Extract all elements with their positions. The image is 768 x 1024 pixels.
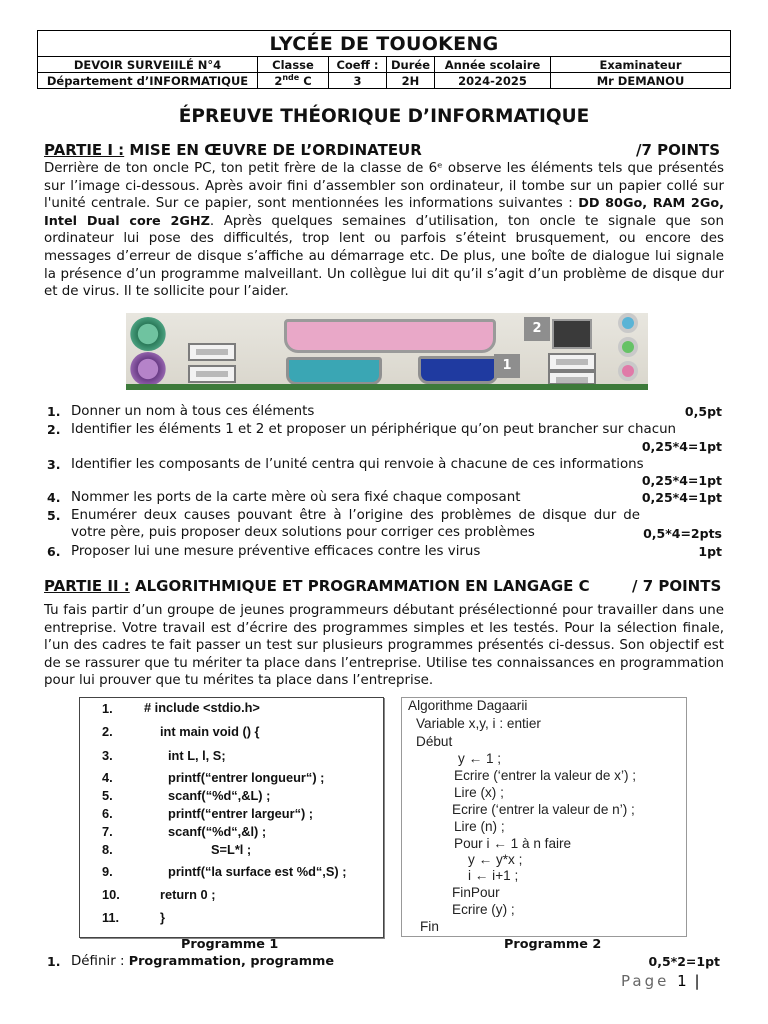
header-cell-coeff: Coeff : [329,57,387,73]
page-number: 1 [677,972,687,990]
audio-line-out-jack [618,337,638,357]
algo-line: Début [416,734,453,749]
code-line: int main void () { [160,724,260,739]
label-2-badge: 2 [524,317,550,341]
part1-text: Derrière de ton oncle PC, ton petit frère de la classe de 6ᵉ observe les éléments tels que présentés sur l’image ci-dessous. Après avoir fini d’assembler son ordinateur, il tombe sur un papier collé sur l'unité centrale. Sur ce papier, sont mentionnées les informations suivantes : DD 80Go, RAM 2Go, Intel Dual core 2GHZ. Après quelques semaines d’utilisation, ton oncle te signale que son ordinateur lui pose des difficultés, trop lent ou parfois s’éteint brusquement, ou encore des messages d’erreur de disque s’affiche au démarrage etc. De plus, une boîte de dialogue lui signale la présence d’un programme malveillant. Un collègue lui dit qu’il s’agit d’un problème de disque dur et de virus. Il te sollicite pour l’aider. [44,161,724,300]
part2-label: PARTIE II : [44,577,130,595]
line-number: 5. [102,788,113,803]
classe-value: 2nde C [258,73,329,89]
line-number: 1. [102,701,113,716]
algo-line: Variable x,y, i : entier [416,716,541,731]
part2-heading [44,577,724,595]
audio-line-in-jack [618,313,638,333]
question-item: 1. Définir : Programmation, programme 0,5*2=1pt [47,954,720,969]
motherboard-ports-image [126,313,648,390]
code-line: scanf(“%d“,&L) ; [168,788,271,803]
part1-heading [44,141,724,159]
duree-value: 2H [387,73,435,89]
algo-line: Ecrire (‘entrer la valeur de n’) ; [452,802,635,817]
part2-title: ALGORITHMIQUE ET PROGRAMMATION EN LANGAGE C [129,577,590,595]
line-number: 10. [102,887,120,902]
algo-line: Lire (x) ; [454,785,504,800]
header-cell-classe: Classe [258,57,329,73]
header-cell-duree: Durée [387,57,435,73]
code-line: return 0 ; [160,887,216,902]
code-line: S=L*l ; [211,842,252,857]
question-item: 5. Enumérer deux causes pouvant être à l’origine des problèmes de disque dur de votre père, puis proposer deux solutions pour corriger ces problèmes 0,5*4=2pts [47,508,722,541]
part2-points: / 7 POINTS [632,577,722,595]
algo-line: y ← y*x ; [468,852,523,867]
ps2-keyboard-port [130,352,166,386]
part1-label: PARTIE I : [44,141,125,159]
part1-questions [44,403,724,561]
serial-port [286,357,382,385]
header-cell-exam: DEVOIR SURVEIILÉ N°4 [38,57,258,73]
question-item: 4. Nommer les ports de la carte mère où sera fixé chaque composant 0,25*4=1pt [47,490,722,505]
usb-port [548,353,596,371]
line-number: 11. [102,910,120,925]
coeff-value: 3 [329,73,387,89]
code-line: scanf(“%d“,&l) ; [168,824,267,839]
vga-port [418,356,498,384]
algo-line: Ecrire (y) ; [452,902,515,917]
code-line: # include <stdio.h> [144,700,260,715]
algo-line: y ← 1 ; [458,751,502,766]
program1-caption: Programme 1 [181,937,279,952]
code-line: printf(“entrer longueur“) ; [168,770,325,785]
line-number: 4. [102,770,113,785]
line-number: 3. [102,748,113,763]
program2-caption: Programme 2 [504,937,602,952]
code-line: } [160,910,165,925]
page-footer: Page 1 | [621,972,700,990]
algo-line: Fin [420,919,439,934]
code-line: int L, l, S; [168,748,226,763]
ps2-mouse-port [130,317,166,351]
header-cell-examinateur: Examinateur [551,57,731,73]
part2-text: Tu fais partir d’un groupe de jeunes programmeurs débutant présélectionné pour travailler dans une entreprise. Votre travail est d’écrire des programmes simples et les testés. Pour la sélection finale, l’un des cadres te fait passer un test sur plusieurs programmes présentés ci-dessus. Son objectif est de se rassurer que tu mériter ta place dans l’entreprise. Utilise tes connaissances en programmation pour lui prouver que tu mérites ta place dans l’entreprise. [44,603,724,689]
annee-value: 2024-2025 [435,73,551,89]
usb-port [548,371,596,385]
question-item: 3. Identifier les composants de l’unité centra qui renvoie à chacune de ces informations 0,25*4=1pt [47,457,722,488]
line-number: 6. [102,806,113,821]
examinateur-value: Mr DEMANOU [551,73,731,89]
part2-questions [44,953,724,971]
usb-port [188,365,236,383]
usb-port [188,343,236,361]
question-item: 6. Proposer lui une mesure préventive efficaces contre les virus 1pt [47,544,722,559]
algo-line: i ← i+1 ; [468,868,519,883]
question-item: 1. Donner un nom à tous ces éléments 0,5pt [47,404,722,419]
parallel-port [284,319,496,353]
pc-specs: DD 80Go, RAM 2Go, Intel Dual core 2GHZ [44,196,724,229]
program2-box [401,697,687,937]
question-item: 2. Identifier les éléments 1 et 2 et proposer un périphérique qu’on peut brancher sur chacun 0,25*4=1pt [47,422,722,454]
code-line: printf(“la surface est %d“,S) ; [168,864,347,879]
line-number: 2. [102,724,113,739]
line-number: 8. [102,842,113,857]
pcb-edge [126,384,648,390]
rj45-port [552,319,592,349]
algo-line: Algorithme Dagaarii [408,698,528,713]
line-number: 9. [102,864,113,879]
header-table [37,30,731,89]
label-1-badge: 1 [494,354,520,378]
audio-mic-jack [618,361,638,381]
code-line: printf(“entrer largeur“) ; [168,806,314,821]
header-cell-annee: Année scolaire [435,57,551,73]
part1-points: /7 POINTS [636,141,721,159]
part1-title: MISE EN ŒUVRE DE L’ORDINATEUR [124,141,422,159]
algo-line: Pour i ← 1 à n faire [454,836,572,851]
program1-box [79,697,384,938]
algo-line: Lire (n) ; [454,819,505,834]
department: Département d’INFORMATIQUE [38,73,258,89]
school-name: LYCÉE DE TOUOKENG [38,31,731,57]
line-number: 7. [102,824,113,839]
algo-line: Ecrire (‘entrer la valeur de x’) ; [454,768,637,783]
algo-line: FinPour [452,885,500,900]
page-title: ÉPREUVE THÉORIQUE D’INFORMATIQUE [178,106,590,127]
